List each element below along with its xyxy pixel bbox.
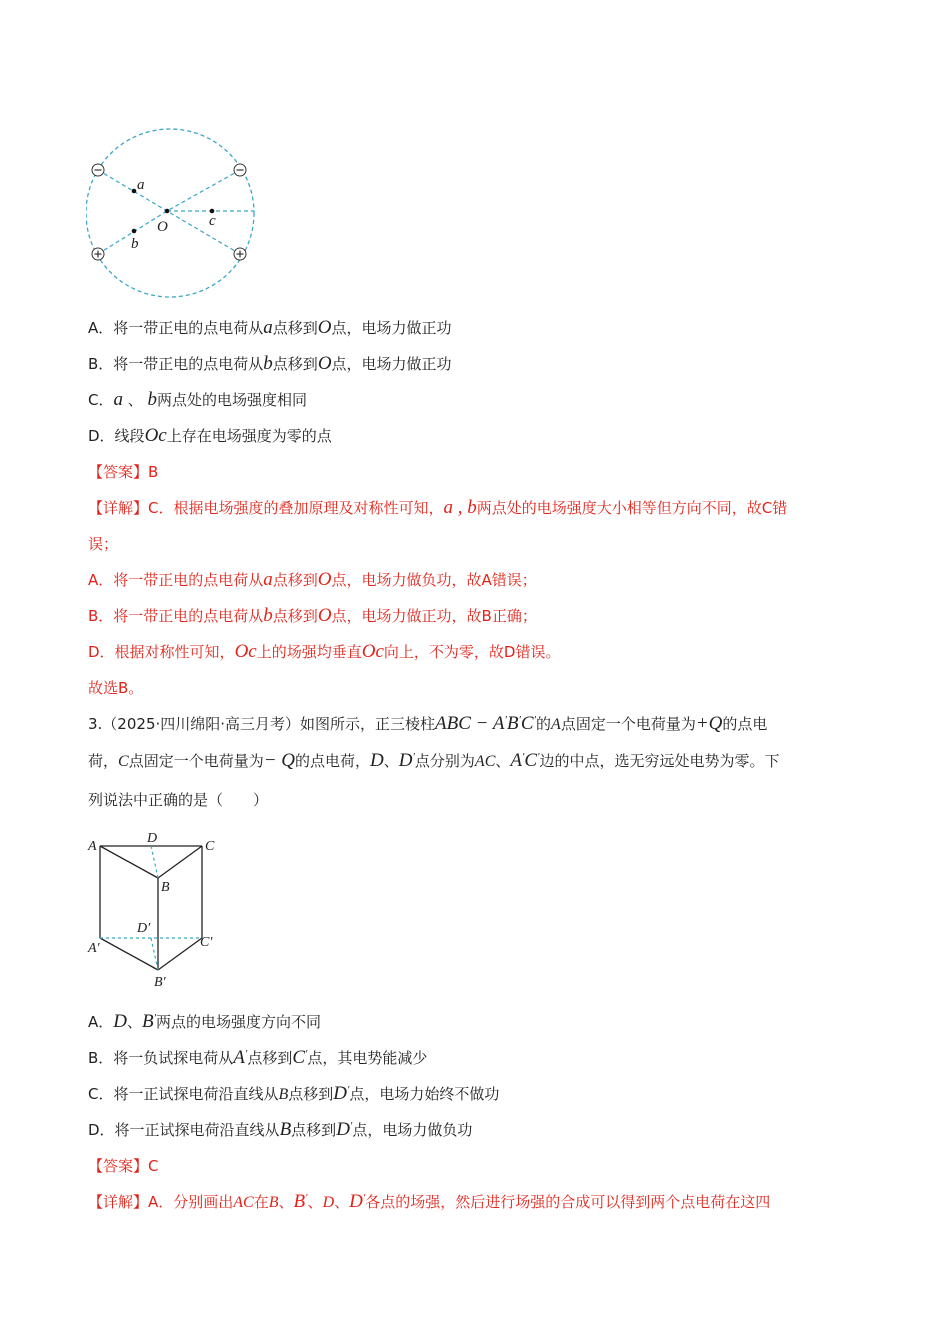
negative-charge-icon (92, 164, 104, 176)
q2-detail-line1: 【详解】C．根据电场强度的叠加原理及对称性可知，a , b两点处的电场强度大小相等但方向不同，故C错 (88, 497, 788, 518)
q2-detail-b: B．将一带正电的点电荷从b点移到O点，电场力做正功，故B正确； (88, 605, 537, 626)
prism-figure (86, 826, 226, 992)
q2-option-d: D．线段Oc上存在电场强度为零的点 (88, 425, 332, 446)
negative-charge-icon (234, 164, 246, 176)
q3-option-b: B．将一负试探电荷从A′点移到C′点，其电势能减少 (88, 1047, 428, 1068)
positive-charge-icon (234, 248, 246, 260)
label-C: C (205, 839, 215, 854)
q2-detail-d: D．根据对称性可知，Oc上的场强均垂直Oc向上，不为零，故D错误。 (88, 641, 561, 662)
label-D: D (147, 831, 158, 846)
label-a: a (137, 177, 145, 193)
q2-option-b: B．将一带正电的点电荷从b点移到O点，电场力做正功 (88, 353, 452, 374)
q3-stem-line2: 荷，C点固定一个电荷量为− Q的点电荷，D、D′点分别为AC、A′C′边的中点，选无穷远处电势为零。下 (88, 750, 780, 771)
label-B: B (161, 880, 170, 895)
q2-answer: 【答案】B (88, 463, 159, 481)
label-c: c (209, 213, 216, 229)
label-B-prime: B′ (154, 975, 166, 990)
label-D-prime: D′ (137, 921, 151, 936)
q3-option-d: D．将一正试探电荷沿直线从B点移到D′点，电场力做负功 (88, 1119, 473, 1140)
q2-detail-line2: 误； (88, 535, 119, 553)
q3-option-a: A．D、B′两点的电场强度方向不同 (88, 1011, 322, 1032)
q2-detail-a: A．将一带正电的点电荷从a点移到O点，电场力做负功，故A错误； (88, 569, 537, 590)
q2-option-a: A．将一带正电的点电荷从a点移到O点，电场力做正功 (88, 317, 452, 338)
circle-charge-figure (86, 128, 260, 300)
q3-answer: 【答案】C (88, 1157, 159, 1175)
q3-stem-line3: 列说法中正确的是（ ） (88, 791, 269, 809)
label-A-prime: A′ (88, 941, 100, 956)
q3-stem-line1: 3.（2025·四川绵阳·高三月考）如图所示，正三棱柱ABC − A′B′C′的A点固定一个电荷量为+Q的点电 (88, 713, 768, 734)
q2-option-c: C．a 、 b两点处的电场强度相同 (88, 389, 308, 410)
label-b: b (131, 236, 139, 252)
label-C-prime: C′ (200, 935, 213, 950)
label-O: O (157, 219, 168, 235)
q3-detail-line1: 【详解】A．分别画出AC在B、B′、D、D′各点的场强，然后进行场强的合成可以得到两个点电荷在这四 (88, 1191, 771, 1212)
q3-option-c: C．将一正试探电荷沿直线从B点移到D′点，电场力始终不做功 (88, 1083, 500, 1104)
positive-charge-icon (92, 248, 104, 260)
q2-conclusion: 故选B。 (88, 679, 144, 697)
label-A: A (88, 839, 97, 854)
